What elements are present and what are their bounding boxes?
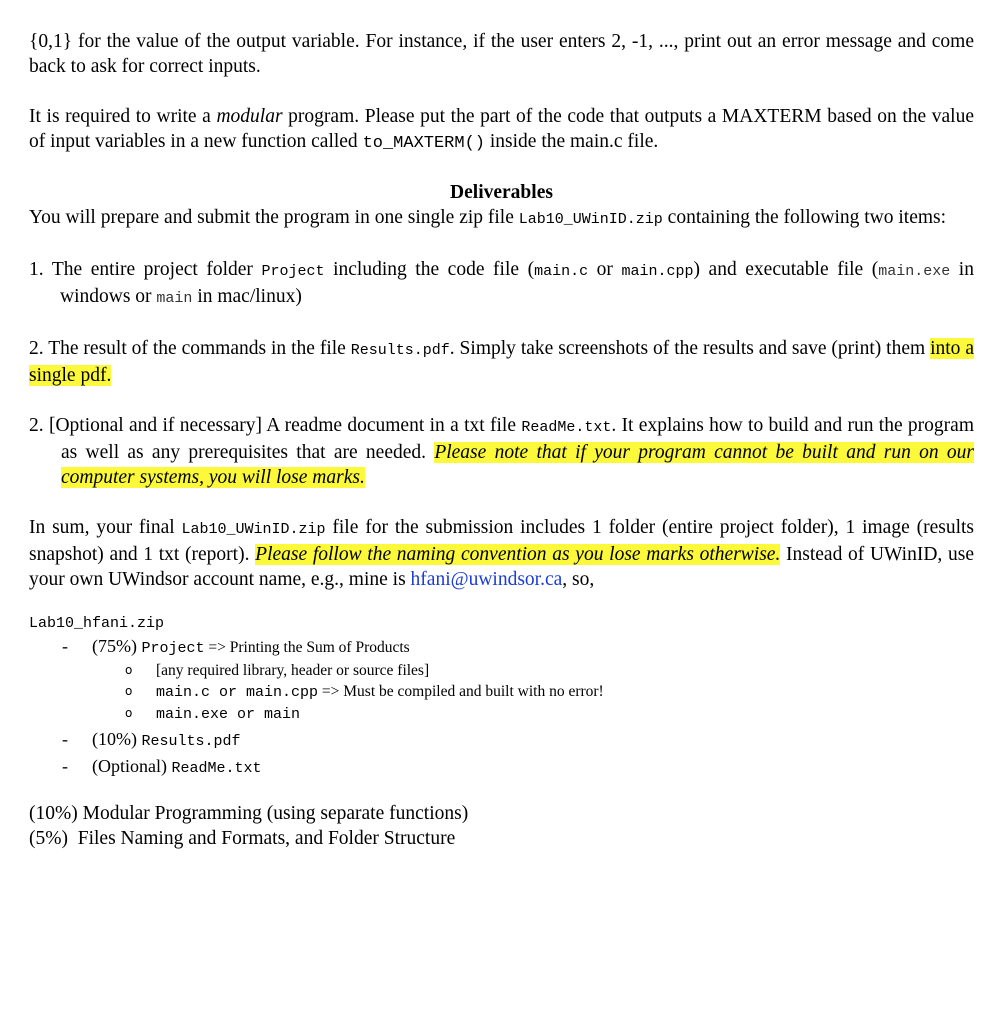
outline-percent: (75%): [92, 636, 137, 656]
code-project: Project: [261, 263, 325, 280]
outline-item-readme: [29, 755, 974, 780]
text-fragment: in mac/linux): [192, 286, 302, 307]
code-main-c: main.c: [156, 684, 211, 701]
email-link[interactable]: hfani@uwindsor.ca: [410, 569, 563, 590]
dash-bullet: -: [62, 636, 68, 656]
code-results-pdf: Results.pdf: [350, 342, 450, 359]
text-fragment: 2. [Optional and if necessary] A readme document in a txt file: [29, 415, 522, 436]
text-fragment: file for the submission includes 1 folder (entire project folder), 1 image (results snapshot) and 1 txt (report).: [29, 517, 974, 565]
text-fragment: . Simply take screenshots of the results and save (print) them: [449, 338, 931, 359]
code-main-cpp: main.cpp: [621, 263, 694, 280]
code-main-c: main.c: [534, 263, 589, 280]
code-main-exe: main.exe: [156, 706, 229, 723]
code-readme-txt: ReadMe.txt: [171, 760, 262, 777]
text-fragment: . It explains how to build and run the program as well as any prerequisites that are needed.: [61, 415, 974, 463]
or-text: or: [228, 706, 265, 723]
dash-bullet: -: [62, 756, 68, 776]
paragraph-summary: [29, 515, 974, 592]
outline-subitem-library: [29, 660, 974, 681]
grading-naming: (5%) Files Naming and Formats, and Folder Structure: [29, 828, 456, 849]
outline-root-zip: Lab10_hfani.zip: [29, 615, 165, 632]
deliverable-item-readme: [29, 413, 974, 490]
text-fragment: In sum, your final: [29, 517, 182, 538]
code-readme-txt: ReadMe.txt: [521, 419, 612, 436]
paragraph-text: {0,1} for the value of the output variable. For instance, if the user enters 2, -1, ..., print out an error message and come back to ask for correct inputs.: [29, 31, 974, 77]
deliverable-item-results: [29, 336, 974, 388]
text-fragment: 1. The entire project folder: [29, 259, 262, 280]
text-fragment: program. Please put the part of the code that outputs a MAXTERM based on the value of input variables in a new function called: [29, 106, 975, 152]
outline-subitem-text: [any required library, header or source files]: [156, 662, 430, 679]
deliverables-heading: Deliverables: [450, 182, 553, 203]
outline-item-project: [29, 635, 974, 660]
circle-bullet: o: [125, 663, 133, 677]
paragraph-modular-requirement: [29, 104, 974, 156]
deliverables-intro: [29, 205, 974, 232]
outline-subitem-text: => Must be compiled and built with no error!: [318, 683, 604, 700]
text-fragment: ) and executable file (: [693, 259, 879, 280]
code-main: main: [264, 706, 301, 723]
highlight-single-pdf: into a single pdf.: [29, 338, 975, 386]
text-fragment: It is required to write a: [29, 106, 217, 127]
outline-desc: => Printing the Sum of Products: [204, 639, 410, 656]
circle-bullet: o: [125, 684, 133, 698]
code-main-exe: main.exe: [878, 263, 951, 280]
code-project: Project: [141, 640, 205, 657]
code-results-pdf: Results.pdf: [141, 733, 241, 750]
text-fragment: or: [588, 259, 622, 280]
circle-bullet: o: [125, 706, 133, 720]
highlight-build-warning: Please note that if your program cannot be built and run on our computer systems, you will lose marks.: [61, 442, 974, 488]
outline-percent: (10%): [92, 729, 137, 749]
highlight-naming-convention: Please follow the naming convention as you lose marks otherwise.: [255, 544, 781, 565]
text-fragment: Instead of UWinID, use your own UWindsor account name, e.g., mine is: [29, 544, 974, 590]
document-page: [29, 29, 974, 851]
text-fragment: You will prepare and submit the program in one single zip file: [29, 207, 519, 228]
emphasis-modular: modular: [216, 106, 283, 127]
grading-modular: (10%) Modular Programming (using separate functions): [29, 803, 469, 824]
text-fragment: containing the following two items:: [662, 207, 947, 228]
outline-item-results: [29, 728, 974, 753]
code-main-cpp: main.cpp: [246, 684, 319, 701]
deliverable-item-project: [29, 257, 974, 311]
code-zip-filename: Lab10_UWinID.zip: [181, 521, 326, 538]
text-fragment: inside the main.c file.: [484, 131, 659, 152]
or-text: or: [210, 684, 247, 701]
code-zip-filename: Lab10_UWinID.zip: [518, 211, 663, 228]
outline-percent: (Optional): [92, 756, 167, 776]
text-fragment: 2. The result of the commands in the file: [29, 338, 351, 359]
submission-outline: [29, 613, 974, 780]
text-fragment: , so,: [562, 569, 595, 590]
code-main: main: [156, 290, 193, 307]
code-to-maxterm: to_MAXTERM(): [362, 134, 485, 153]
paragraph-input-validation: [29, 29, 974, 79]
dash-bullet: -: [62, 729, 68, 749]
text-fragment: including the code file (: [324, 259, 535, 280]
outline-subitem-main-source: [29, 681, 974, 703]
outline-subitem-executable: [29, 703, 974, 725]
text-fragment: in windows or: [60, 259, 974, 307]
